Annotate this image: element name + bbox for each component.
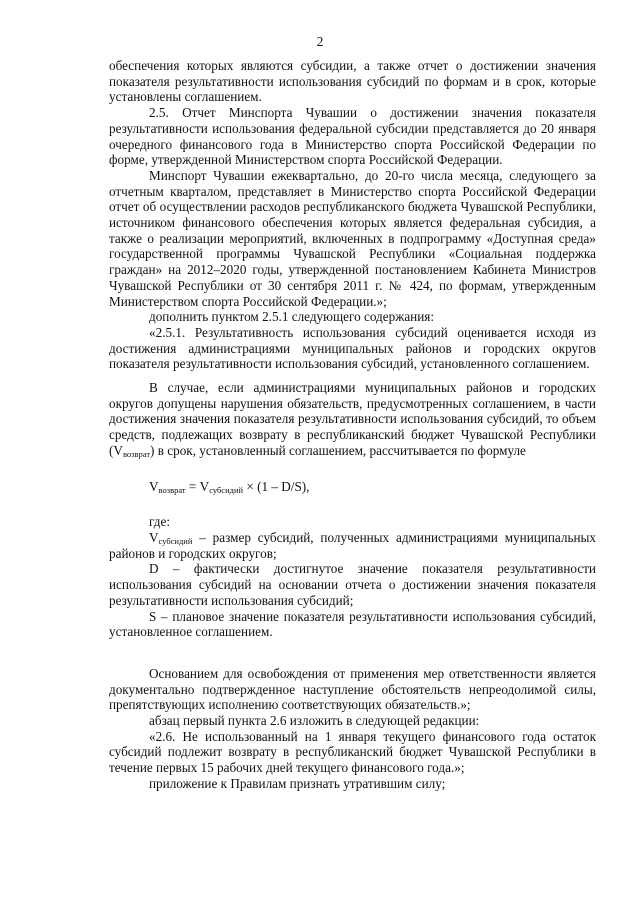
paragraph-2-5-1: «2.5.1. Результативность использования субсидий оценивается исходя из достижения администрациями муниципальных районов и городских округов показателя результативности использования субсидий, установленного соглашением. [109,324,596,372]
definition-s: S – плановое значение показателя результативности использования субсидий, установленное соглашением. [109,608,596,640]
paragraph-add-clause: дополнить пунктом 2.5.1 следующего содержания: [149,309,435,325]
return-formula: $V_{возврат} = V_{субсидий} \times (1 - D/S)$, [149,478,310,495]
paragraph-2-6: «2.6. Не использованный на 1 января текущего финансового года остаток субсидий подлежит возврату в республиканский бюджет Чувашской Республики в течение первых 15 рабочих дней текущего финансового года.»; [109,728,596,776]
paragraph-force-majeure: Основанием для освобождения от применения мер ответственности является документально подтвержденное наступление обстоятельств непреодолимой силы, препятствующих исполнению соответствующих обязательств.»; [109,665,596,713]
where-label: где: [149,514,170,530]
paragraph-2-6-instruction: абзац первый пункта 2.6 изложить в следующей редакции: [149,713,480,729]
document-body [109,58,596,792]
paragraph-continuation: обеспечения которых являются субсидии, а также отчет о достижении значения показателя результативности использования субсидий по формам и в срок, которые установлены соглашением. [109,58,596,105]
definition-d: D – фактически достигнутое значение показателя результативности использования субсидий на основании отчета о достижении значения показателя результативности использования субсидий; [109,561,596,608]
definition-v-subsidies: $V_{субсидий}$ – размер субсидий, полученных администрациями муниципальных районов и городских округов; [109,529,596,561]
paragraph-violation-case: В случае, если администрациями муниципальных районов и городских округов допущены нарушения обязательств, предусмотренных соглашением, в части достижения значения показателя результативности использования субсидий, то объем средств, подлежащих возврату в республиканский бюджет Чувашской Республики $(V_{возврат})$ в срок, установленный соглашением, рассчитывается по формуле [109,380,596,459]
paragraph-appendix: приложение к Правилам признать утратившим силу; [149,775,446,791]
paragraph-quarterly-report: Минспорт Чувашии ежеквартально, до 20-го числа месяца, следующего за отчетным кварталом, представляет в Министерство спорта Российской Федерации отчет об осуществлении расходов республиканского бюджета Чувашской Республики, источником финансового обеспечения которых является федеральная субсидия, а также о реализации мероприятий, включенных в подпрограмму «Доступная среда» государственной программы Чувашской Республики «Социальная поддержка граждан» на 2012–2020 годы, утвержденной постановлением Кабинета Министров Чувашской Республики от 30 сентября 2011 г. № 424, по формам, утвержденным Министерством спорта Российской Федерации.»; [109,167,596,309]
paragraph-2-5: 2.5. Отчет Минспорта Чувашии о достижении значения показателя результативности использования федеральной субсидии представляется до 20 января очередного финансового года в Министерство спорта Российской Федерации по форме, утвержденной Министерством спорта Российской Федерации. [109,105,596,168]
page-number: 2 [316,34,324,49]
